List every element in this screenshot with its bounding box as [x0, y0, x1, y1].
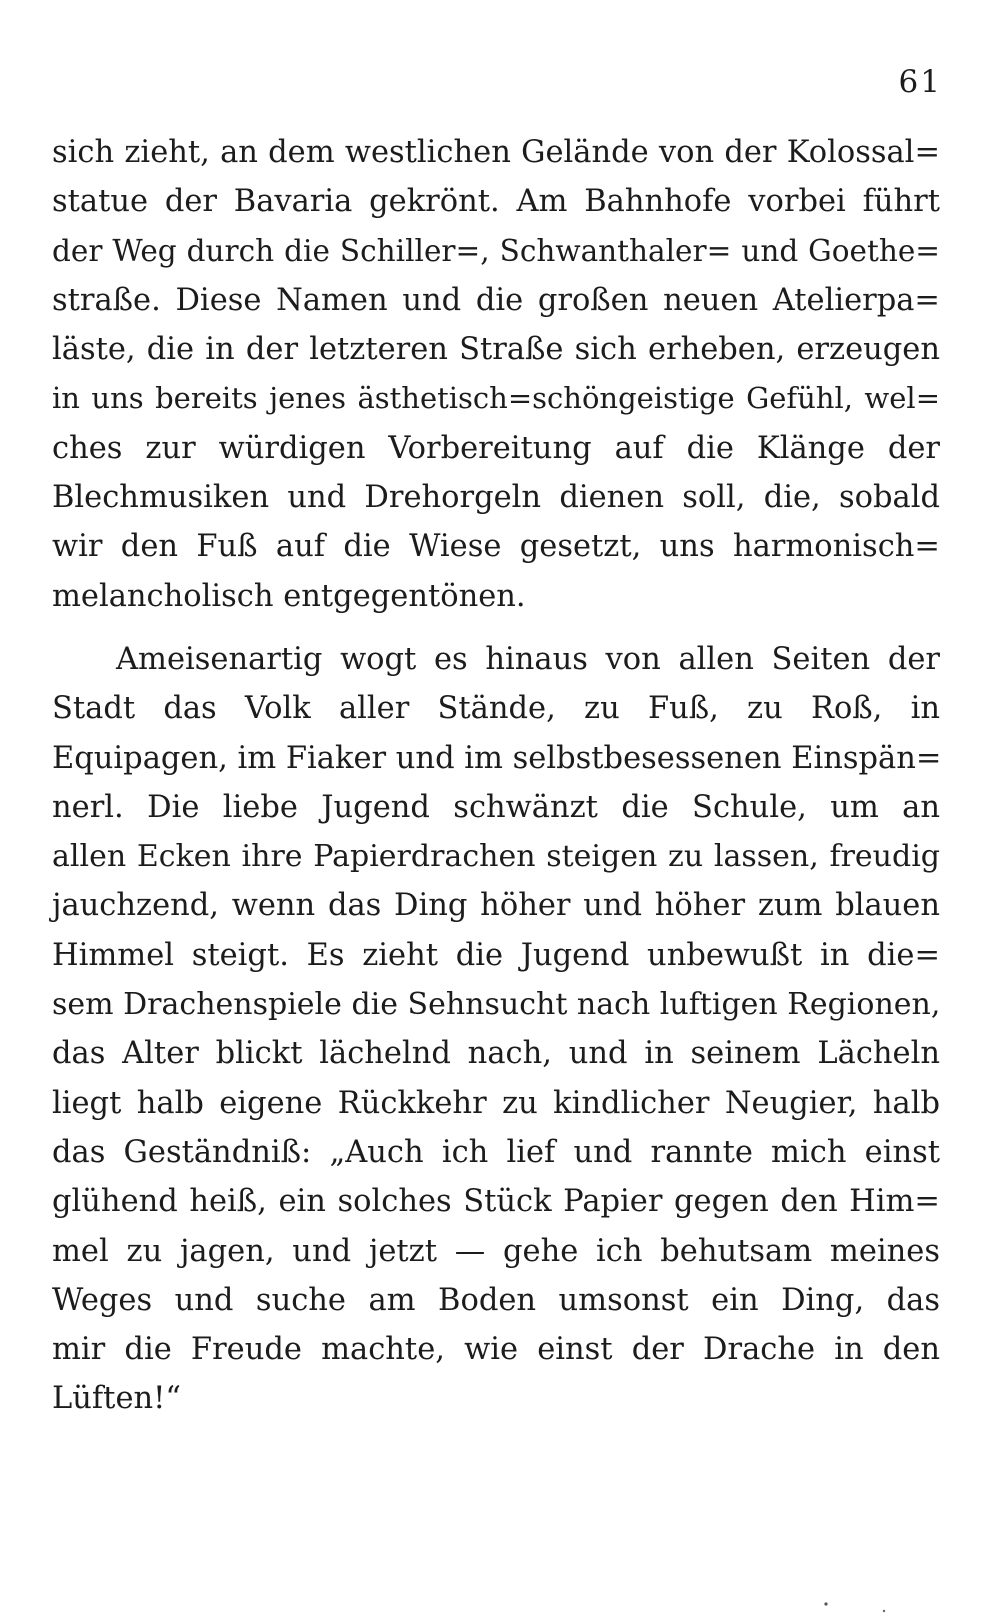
text-line: mel zu jagen, und jetzt — gehe ich behutsam meines	[52, 1233, 940, 1269]
text-line: jauchzend, wenn das Ding höher und höher zum blauen	[52, 888, 940, 924]
speck	[883, 1610, 885, 1612]
text-line: glühend heiß, ein solches Stück Papier gegen den Him=	[52, 1184, 940, 1220]
text-line: melancholisch entgegentönen.	[52, 578, 526, 614]
text-line: sich zieht, an dem westlichen Gelände von der Kolossal=	[52, 135, 940, 170]
text-line: Ameisenartig wogt es hinaus von allen Seiten der	[116, 641, 940, 677]
text-line: sem Drachenspiele die Sehnsucht nach luftigen Regionen,	[52, 987, 941, 1023]
text-line: nerl. Die liebe Jugend schwänzt die Schule, um an	[52, 789, 940, 825]
text-line: straße. Diese Namen und die großen neuen Atelierpa=	[52, 282, 940, 318]
text-line: Himmel steigt. Es zieht die Jugend unbewußt in die=	[52, 937, 940, 973]
text-line: das Geständniß: „Auch ich lief und rannte mich einst	[52, 1134, 940, 1170]
text-line: allen Ecken ihre Papierdrachen steigen zu lassen, freudig	[52, 839, 940, 875]
speck	[824, 1602, 827, 1605]
text-line: Equipagen, im Fiaker und im selbstbesessenen Einspän=	[52, 740, 942, 776]
text-line: ches zur würdigen Vorbereitung auf die Klänge der	[52, 430, 940, 466]
text-line: Weges und suche am Boden umsonst ein Ding, das	[52, 1282, 940, 1318]
text-line: wir den Fuß auf die Wiese gesetzt, uns harmonisch=	[52, 529, 940, 565]
text-line: in uns bereits jenes ästhetisch=schöngeistige Gefühl, wel=	[52, 381, 940, 416]
text-line: statue der Bavaria gekrönt. Am Bahnhofe vorbei führt	[52, 184, 940, 220]
text-line: Blechmusiken und Drehorgeln dienen soll, die, sobald	[52, 480, 940, 516]
page-number: 61	[898, 64, 942, 100]
text-line: läste, die in der letzteren Straße sich erheben, erzeugen	[52, 332, 940, 368]
text-line: Stadt das Volk aller Stände, zu Fuß, zu Roß, in	[52, 691, 940, 727]
text-line: Lüften!“	[52, 1381, 181, 1417]
text-line: liegt halb eigene Rückkehr zu kindlicher Neugier, halb	[52, 1085, 940, 1121]
text-line: das Alter blickt lächelnd nach, und in seinem Lächeln	[52, 1036, 940, 1072]
text-line: der Weg durch die Schiller=, Schwanthaler= und Goethe=	[52, 233, 940, 268]
text-line: mir die Freude machte, wie einst der Drache in den	[52, 1332, 940, 1368]
